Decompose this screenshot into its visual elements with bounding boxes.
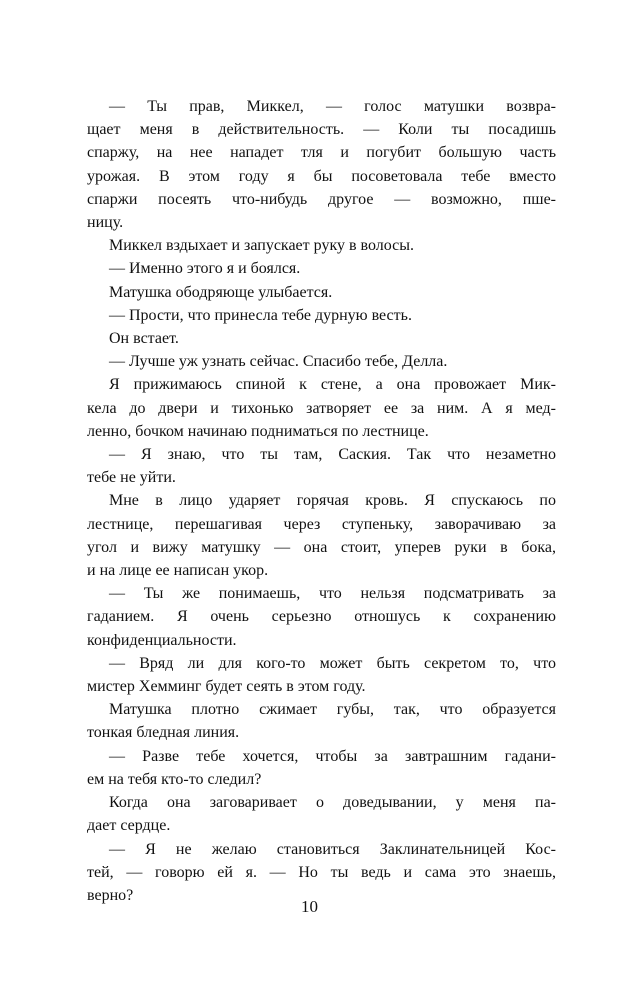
- paragraph: [87, 745, 556, 791]
- paragraph: [87, 373, 556, 443]
- text-line: — Разве тебе хочется, чтобы за завтрашним гадани-: [109, 747, 556, 765]
- text-line: — Именно этого я и боялся.: [109, 260, 301, 278]
- text-line: спаржи посеять что-нибудь другое — возможно, пше-: [87, 190, 556, 208]
- text-line: спаржу, на нее нападет тля и погубит большую часть: [87, 144, 556, 162]
- paragraph: [87, 304, 556, 327]
- text-line: — Ты прав, Миккел, — голос матушки возвра-: [109, 98, 556, 115]
- text-line: Когда она заговаривает о доведывании, у меня па-: [109, 794, 556, 812]
- text-line: дает сердце.: [87, 817, 171, 835]
- text-line: Миккел вздыхает и запускает руку в волосы.: [109, 237, 415, 255]
- paragraph: [87, 350, 556, 373]
- text-line: урожая. В этом году я бы посоветовала тебе вместо: [87, 167, 556, 185]
- paragraph: [87, 257, 556, 280]
- text-line: Он встает.: [109, 330, 179, 348]
- paragraph: [87, 652, 556, 698]
- paragraph: [87, 281, 556, 304]
- text-line: ленно, бочком начинаю подниматься по лестнице.: [87, 422, 429, 440]
- text-line: кела до двери и тихонько затворяет ее за ним. А я мед-: [87, 399, 556, 417]
- text-line: Мне в лицо ударяет горячая кровь. Я спускаюсь по: [109, 492, 556, 510]
- paragraph: [87, 489, 556, 582]
- text-line: — Лучше уж узнать сейчас. Спасибо тебе, Делла.: [109, 353, 448, 371]
- text-line: — Я не желаю становиться Заклинательницей Кос-: [109, 840, 556, 858]
- text-line: верно?: [87, 886, 134, 904]
- text-line: — Ты же понимаешь, что нельзя подсматривать за: [109, 585, 556, 603]
- text-line: конфиденциальности.: [87, 631, 237, 649]
- text-line: — Вряд ли для кого-то может быть секретом то, что: [109, 654, 556, 672]
- text-line: — Прости, что принесла тебе дурную весть.: [109, 306, 412, 324]
- text-line: мистер Хемминг будет сеять в этом году.: [87, 678, 366, 696]
- paragraph: [87, 95, 556, 234]
- text-line: — Я знаю, что ты там, Саския. Так что незаметно: [109, 446, 556, 464]
- text-line: тонкая бледная линия.: [87, 724, 240, 742]
- text-line: угол и вижу матушку — она стоит, уперев руки в бока,: [87, 538, 556, 556]
- text-line: Матушка ободряюще улыбается.: [109, 283, 333, 301]
- paragraph: [87, 582, 556, 652]
- text-line: тебе не уйти.: [87, 469, 176, 487]
- text-line: ницу.: [87, 214, 124, 232]
- body-text: [87, 95, 556, 907]
- text-line: Я прижимаюсь спиной к стене, а она провожает Мик-: [109, 376, 556, 394]
- text-line: гаданием. Я очень серьезно отношусь к сохранению: [87, 608, 556, 626]
- text-line: и на лице ее написан укор.: [87, 562, 269, 580]
- paragraph: [87, 698, 556, 744]
- paragraph: [87, 791, 556, 837]
- text-line: тей, — говорю ей я. — Но ты ведь и сама это знаешь,: [87, 863, 556, 881]
- text-line: ем на тебя кто-то следил?: [87, 770, 262, 788]
- text-line: лестнице, перешагивая через ступеньку, заворачиваю за: [87, 515, 556, 533]
- paragraph: [87, 234, 556, 257]
- paragraph: [87, 327, 556, 350]
- text-line: щает меня в действительность. — Коли ты посадишь: [87, 121, 556, 139]
- paragraph: [87, 443, 556, 489]
- text-line: Матушка плотно сжимает губы, так, что образуется: [109, 701, 556, 719]
- page-number: 10: [301, 897, 318, 916]
